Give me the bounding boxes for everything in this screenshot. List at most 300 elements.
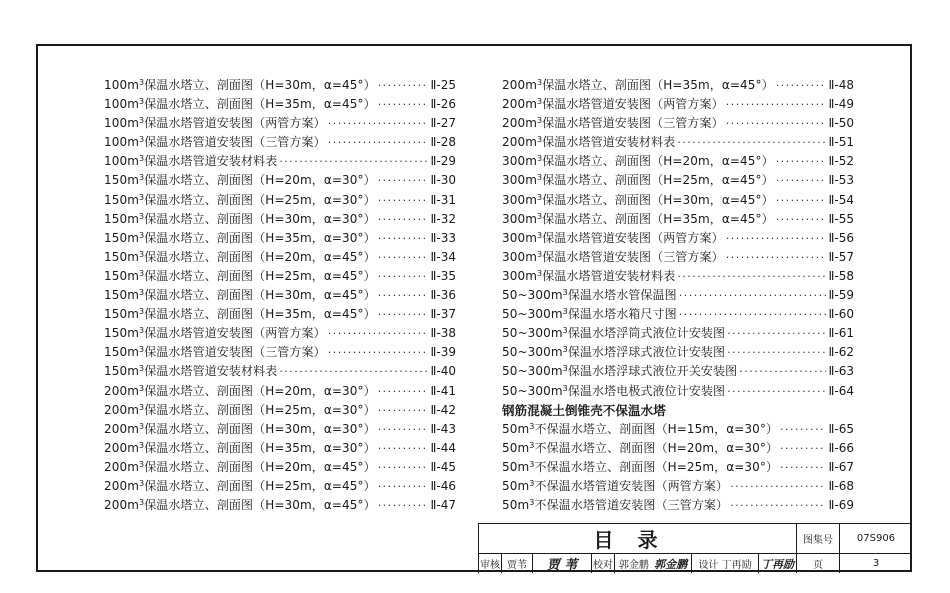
entry-description: 保温水塔管道安装图（三管方案）	[144, 135, 326, 150]
entry-title	[502, 152, 774, 171]
cubic-superscript: 3	[537, 154, 543, 164]
contents-entry	[502, 95, 854, 114]
dot-leader	[730, 477, 826, 496]
dot-leader	[730, 496, 826, 515]
entry-page-number: Ⅱ-64	[828, 383, 854, 398]
cubic-superscript: 3	[537, 268, 543, 278]
entry-title	[104, 458, 376, 477]
dot-leader	[279, 362, 428, 381]
entry-title	[104, 248, 376, 267]
entry-capacity: 200m	[104, 459, 139, 474]
entry-title	[502, 286, 677, 305]
entry-description: 保温水塔管道安装图（两管方案）	[542, 97, 724, 112]
entry-description: 保温水塔立、剖面图（H=35m，α=45°）	[542, 211, 774, 226]
entry-page-number: Ⅱ-52	[828, 154, 854, 169]
entry-title	[502, 477, 728, 496]
entry-page-number: Ⅱ-38	[430, 326, 456, 341]
cubic-superscript: 3	[139, 288, 145, 298]
entry-title	[502, 95, 724, 114]
cubic-superscript: 3	[529, 459, 535, 469]
cubic-superscript: 3	[529, 478, 535, 488]
contents-entry	[502, 362, 854, 381]
checker-cell	[615, 554, 692, 574]
designer-cell	[692, 554, 759, 574]
entry-capacity: 200m	[104, 478, 139, 493]
dot-leader	[677, 267, 826, 286]
dot-leader	[378, 229, 429, 248]
entry-page-number: Ⅱ-49	[828, 97, 854, 112]
entry-title	[104, 171, 376, 190]
entry-title	[104, 76, 376, 95]
dot-leader	[378, 95, 429, 114]
entry-title	[104, 439, 376, 458]
entry-description: 保温水塔管道安装材料表	[144, 154, 278, 169]
entry-page-number: Ⅱ-51	[828, 135, 854, 150]
dot-leader	[727, 382, 826, 401]
title-cell	[479, 524, 797, 554]
dot-leader	[776, 210, 827, 229]
entry-capacity: 200m	[104, 421, 139, 436]
contents-entry	[502, 324, 854, 343]
entry-page-number: Ⅱ-42	[430, 402, 456, 417]
title-block	[478, 523, 912, 572]
cubic-superscript: 3	[139, 498, 145, 508]
entry-description: 保温水塔立、剖面图（H=35m，α=45°）	[144, 307, 376, 322]
contents-entry	[502, 305, 854, 324]
review-label: 审核	[479, 554, 502, 574]
contents-entry	[104, 152, 456, 171]
entry-description: 保温水塔立、剖面图（H=20m，α=45°）	[144, 459, 376, 474]
entry-capacity: 50~300m	[502, 288, 563, 303]
contents-entry	[104, 324, 456, 343]
checker-name: 郭金鹏	[618, 559, 649, 571]
entry-capacity: 100m	[104, 116, 139, 131]
entry-page-number: Ⅱ-53	[828, 173, 854, 188]
check-label: 校对	[592, 554, 615, 574]
dot-leader	[378, 191, 429, 210]
entry-description: 保温水塔立、剖面图（H=30m，α=45°）	[144, 78, 376, 92]
entry-page-number: Ⅱ-33	[430, 230, 456, 245]
entry-capacity: 50m	[502, 459, 530, 474]
entry-page-number: Ⅱ-61	[828, 326, 854, 341]
title-block-table	[478, 524, 912, 573]
entry-page-number: Ⅱ-45	[430, 459, 456, 474]
dot-leader	[328, 343, 429, 362]
entry-description: 保温水塔立、剖面图（H=25m，α=45°）	[144, 478, 376, 493]
entry-page-number: Ⅱ-43	[430, 421, 456, 436]
contents-entry	[104, 171, 456, 190]
dot-leader	[726, 229, 827, 248]
contents-entry	[502, 191, 854, 210]
entry-capacity: 200m	[502, 116, 537, 131]
contents-entry	[104, 191, 456, 210]
contents-right-column	[502, 76, 854, 515]
entry-description: 保温水塔立、剖面图（H=35m，α=45°）	[144, 97, 376, 112]
entry-description: 保温水塔管道安装材料表	[542, 268, 676, 283]
cubic-superscript: 3	[139, 135, 145, 145]
entry-capacity: 50~300m	[502, 345, 563, 360]
dot-leader	[378, 496, 429, 515]
entry-page-number: Ⅱ-62	[828, 345, 854, 360]
entry-description: 保温水塔立、剖面图（H=20m，α=30°）	[144, 173, 376, 188]
entry-page-number: Ⅱ-58	[828, 268, 854, 283]
cubic-superscript: 3	[139, 211, 145, 221]
contents-entry	[104, 286, 456, 305]
entry-capacity: 150m	[104, 211, 139, 226]
entry-capacity: 50m	[502, 440, 530, 455]
entry-description: 保温水塔管道安装图（三管方案）	[144, 345, 326, 360]
entry-page-number: Ⅱ-48	[828, 78, 854, 92]
entry-description: 保温水塔立、剖面图（H=20m，α=30°）	[144, 383, 376, 398]
contents-entry	[104, 343, 456, 362]
cubic-superscript: 3	[537, 173, 543, 183]
atlas-no-label: 图集号	[797, 524, 840, 554]
entry-page-number: Ⅱ-67	[828, 459, 854, 474]
entry-page-number: Ⅱ-44	[430, 440, 456, 455]
entry-description: 保温水塔管道安装图（三管方案）	[542, 116, 724, 131]
entry-title	[104, 401, 376, 420]
contents-entry	[104, 210, 456, 229]
dot-leader	[378, 382, 429, 401]
dot-leader	[727, 324, 826, 343]
entry-capacity: 50m	[502, 478, 530, 493]
entry-capacity: 100m	[104, 135, 139, 150]
entry-capacity: 200m	[104, 402, 139, 417]
entry-title	[502, 305, 677, 324]
dot-leader	[776, 191, 827, 210]
dot-leader	[378, 171, 429, 190]
contents-entry	[104, 477, 456, 496]
entry-capacity: 300m	[502, 211, 537, 226]
entry-title	[104, 210, 376, 229]
entry-capacity: 50~300m	[502, 326, 563, 341]
entry-title	[104, 362, 277, 381]
contents-entry	[502, 171, 854, 190]
entry-page-number: Ⅱ-46	[430, 478, 456, 493]
dot-leader	[679, 286, 827, 305]
contents-entry	[104, 362, 456, 381]
entry-page-number: Ⅱ-31	[430, 192, 456, 207]
dot-leader	[378, 267, 429, 286]
contents-entry	[502, 382, 854, 401]
entry-title	[104, 229, 376, 248]
contents-entry	[502, 286, 854, 305]
entry-description: 不保温水塔立、剖面图（H=15m，α=30°）	[534, 421, 779, 436]
entry-page-number: Ⅱ-54	[828, 192, 854, 207]
atlas-no: 07S906	[840, 524, 913, 554]
cubic-superscript: 3	[562, 364, 568, 374]
entry-page-number: Ⅱ-28	[430, 135, 456, 150]
entry-title	[104, 133, 326, 152]
cubic-superscript: 3	[537, 97, 543, 107]
cubic-superscript: 3	[537, 211, 543, 221]
contents-entry	[502, 76, 854, 95]
entry-description: 保温水塔立、剖面图（H=30m，α=45°）	[144, 288, 376, 303]
cubic-superscript: 3	[562, 288, 568, 298]
entry-capacity: 150m	[104, 364, 139, 379]
dot-leader	[780, 458, 826, 477]
cubic-superscript: 3	[139, 78, 145, 87]
contents-entry	[104, 95, 456, 114]
entry-title	[502, 439, 778, 458]
dot-leader	[328, 324, 429, 343]
entry-title	[104, 324, 326, 343]
contents-entry	[104, 248, 456, 267]
contents-entry	[104, 382, 456, 401]
contents-entry	[104, 229, 456, 248]
contents-entry	[502, 114, 854, 133]
entry-title	[502, 76, 774, 95]
cubic-superscript: 3	[537, 78, 543, 87]
entry-page-number: Ⅱ-50	[828, 116, 854, 131]
contents-entry	[502, 420, 854, 439]
entry-description: 保温水塔立、剖面图（H=30m，α=45°）	[542, 192, 774, 207]
cubic-superscript: 3	[139, 326, 145, 336]
contents-entry	[502, 152, 854, 171]
entry-page-number: Ⅱ-40	[430, 364, 456, 379]
entry-capacity: 150m	[104, 288, 139, 303]
dot-leader	[726, 95, 827, 114]
entry-page-number: Ⅱ-60	[828, 307, 854, 322]
contents-entry	[104, 305, 456, 324]
designer-name: 丁再励	[721, 560, 752, 571]
cubic-superscript: 3	[139, 230, 145, 240]
entry-title	[104, 286, 376, 305]
dot-leader	[378, 305, 429, 324]
contents-entry	[502, 210, 854, 229]
entry-capacity: 50m	[502, 421, 530, 436]
contents-entry	[502, 133, 854, 152]
entry-description: 保温水塔立、剖面图（H=35m，α=30°）	[144, 230, 376, 245]
entry-capacity: 150m	[104, 326, 139, 341]
checker-signature: 郭金鹏	[654, 557, 688, 571]
contents-left-column	[104, 76, 456, 515]
dot-leader	[378, 458, 429, 477]
dot-leader	[776, 171, 827, 190]
entry-capacity: 150m	[104, 192, 139, 207]
contents-entry	[104, 267, 456, 286]
dot-leader	[739, 362, 826, 381]
cubic-superscript: 3	[529, 440, 535, 450]
cubic-superscript: 3	[139, 345, 145, 355]
entry-page-number: Ⅱ-37	[430, 307, 456, 322]
cubic-superscript: 3	[537, 249, 543, 259]
entry-capacity: 300m	[502, 192, 537, 207]
entry-title	[502, 458, 778, 477]
entry-description: 保温水塔水管保温图	[567, 288, 677, 303]
entry-description: 保温水塔立、剖面图（H=25m，α=45°）	[542, 173, 774, 188]
entry-description: 保温水塔立、剖面图（H=20m，α=45°）	[144, 249, 376, 264]
entry-capacity: 200m	[104, 383, 139, 398]
entry-page-number: Ⅱ-59	[828, 288, 854, 303]
contents-entry	[502, 248, 854, 267]
contents-entry	[502, 229, 854, 248]
entry-capacity: 150m	[104, 268, 139, 283]
entry-description: 保温水塔管道安装材料表	[144, 364, 278, 379]
entry-description: 保温水塔水箱尺寸图	[567, 307, 677, 322]
entry-title	[502, 496, 728, 515]
contents-entry	[502, 439, 854, 458]
cubic-superscript: 3	[139, 116, 145, 126]
entry-description: 保温水塔立、剖面图（H=25m，α=30°）	[144, 402, 376, 417]
entry-description: 保温水塔管道安装材料表	[542, 135, 676, 150]
entry-page-number: Ⅱ-29	[430, 154, 456, 169]
entry-title	[502, 267, 675, 286]
contents-entry	[104, 420, 456, 439]
cubic-superscript: 3	[139, 192, 145, 202]
entry-capacity: 50~300m	[502, 307, 563, 322]
entry-capacity: 300m	[502, 268, 537, 283]
entry-title	[502, 191, 774, 210]
entry-description: 保温水塔立、剖面图（H=30m，α=45°）	[144, 498, 376, 513]
entry-page-number: Ⅱ-39	[430, 345, 456, 360]
entry-page-number: Ⅱ-55	[828, 211, 854, 226]
dot-leader	[780, 439, 826, 458]
entry-page-number: Ⅱ-47	[430, 498, 456, 513]
cubic-superscript: 3	[562, 345, 568, 355]
contents-entry	[502, 458, 854, 477]
entry-title	[502, 324, 725, 343]
entry-description: 保温水塔电极式液位计安装图	[567, 383, 726, 398]
entry-capacity: 100m	[104, 97, 139, 112]
entry-description: 不保温水塔管道安装图（三管方案）	[534, 498, 729, 513]
dot-leader	[677, 133, 826, 152]
cubic-superscript: 3	[537, 116, 543, 126]
entry-capacity: 50~300m	[502, 364, 563, 379]
entry-description: 保温水塔管道安装图（两管方案）	[144, 116, 326, 131]
contents-entry	[502, 477, 854, 496]
entry-page-number: Ⅱ-68	[828, 478, 854, 493]
entry-description: 保温水塔管道安装图（三管方案）	[542, 249, 724, 264]
entry-description: 保温水塔浮球式液位开关安装图	[567, 364, 738, 379]
cubic-superscript: 3	[139, 154, 145, 164]
contents-entry	[502, 267, 854, 286]
cubic-superscript: 3	[562, 307, 568, 317]
entry-description: 保温水塔立、剖面图（H=25m，α=45°）	[144, 268, 376, 283]
cubic-superscript: 3	[537, 230, 543, 240]
entry-page-number: Ⅱ-56	[828, 230, 854, 245]
page-label: 页	[797, 554, 840, 574]
cubic-superscript: 3	[562, 383, 568, 393]
cubic-superscript: 3	[139, 307, 145, 317]
entry-page-number: Ⅱ-41	[430, 383, 456, 398]
entry-capacity: 300m	[502, 230, 537, 245]
page-title: 目录	[593, 528, 682, 552]
entry-page-number: Ⅱ-27	[430, 116, 456, 131]
section-heading-text: 钢筋混凝土倒锥壳不保温水塔	[502, 402, 666, 418]
entry-description: 保温水塔管道安装图（两管方案）	[144, 326, 326, 341]
entry-capacity: 300m	[502, 249, 537, 264]
cubic-superscript: 3	[139, 97, 145, 107]
dot-leader	[328, 133, 429, 152]
contents-entry	[104, 76, 456, 95]
entry-capacity: 200m	[104, 440, 139, 455]
entry-capacity: 200m	[502, 78, 537, 92]
entry-description: 不保温水塔立、剖面图（H=25m，α=30°）	[534, 459, 779, 474]
entry-description: 不保温水塔管道安装图（两管方案）	[534, 478, 729, 493]
cubic-superscript: 3	[139, 478, 145, 488]
entry-title	[104, 267, 376, 286]
entry-page-number: Ⅱ-66	[828, 440, 854, 455]
contents-entry	[104, 458, 456, 477]
entry-page-number: Ⅱ-30	[430, 173, 456, 188]
reviewer-signature: 贾 苇	[533, 554, 592, 574]
cubic-superscript: 3	[139, 383, 145, 393]
entry-title	[104, 152, 277, 171]
dot-leader	[378, 477, 429, 496]
entry-page-number: Ⅱ-25	[430, 78, 456, 92]
dot-leader	[279, 152, 428, 171]
entry-description: 保温水塔立、剖面图（H=30m，α=30°）	[144, 211, 376, 226]
cubic-superscript: 3	[139, 268, 145, 278]
drawing-frame	[36, 44, 912, 572]
entry-page-number: Ⅱ-34	[430, 249, 456, 264]
cubic-superscript: 3	[562, 326, 568, 336]
contents-entry	[104, 439, 456, 458]
entry-capacity: 150m	[104, 173, 139, 188]
entry-capacity: 150m	[104, 345, 139, 360]
entry-page-number: Ⅱ-69	[828, 498, 854, 513]
entry-capacity: 100m	[104, 78, 139, 92]
entry-title	[502, 382, 725, 401]
contents-entry	[104, 496, 456, 515]
dot-leader	[378, 76, 429, 95]
entry-title	[502, 114, 724, 133]
contents-section-heading	[502, 401, 854, 420]
reviewer-name: 贾苇	[502, 554, 533, 574]
entry-page-number: Ⅱ-26	[430, 97, 456, 112]
cubic-superscript: 3	[139, 249, 145, 259]
entry-title	[502, 248, 724, 267]
entry-title	[502, 229, 724, 248]
entry-title	[104, 343, 326, 362]
dot-leader	[378, 286, 429, 305]
entry-title	[502, 171, 774, 190]
dot-leader	[726, 248, 827, 267]
entry-title	[104, 420, 376, 439]
cubic-superscript: 3	[139, 421, 145, 431]
entry-title	[502, 362, 737, 381]
dot-leader	[378, 420, 429, 439]
entry-description: 保温水塔立、剖面图（H=20m，α=45°）	[542, 154, 774, 169]
contents-entry	[104, 401, 456, 420]
entry-capacity: 200m	[104, 498, 139, 513]
entry-title	[502, 210, 774, 229]
contents-entry	[502, 496, 854, 515]
cubic-superscript: 3	[537, 135, 543, 145]
entry-page-number: Ⅱ-32	[430, 211, 456, 226]
entry-capacity: 200m	[502, 97, 537, 112]
entry-title	[104, 305, 376, 324]
dot-leader	[727, 343, 826, 362]
dot-leader	[378, 210, 429, 229]
cubic-superscript: 3	[529, 498, 535, 508]
entry-description: 保温水塔管道安装图（两管方案）	[542, 230, 724, 245]
entry-page-number: Ⅱ-36	[430, 288, 456, 303]
dot-leader	[378, 248, 429, 267]
entry-title	[104, 477, 376, 496]
entry-description: 保温水塔立、剖面图（H=35m，α=45°）	[542, 78, 774, 92]
entry-capacity: 150m	[104, 249, 139, 264]
entry-capacity: 300m	[502, 154, 537, 169]
entry-title	[104, 496, 376, 515]
entry-capacity: 150m	[104, 230, 139, 245]
dot-leader	[679, 305, 827, 324]
entry-capacity: 150m	[104, 307, 139, 322]
entry-title	[502, 343, 725, 362]
entry-page-number: Ⅱ-63	[828, 364, 854, 379]
entry-page-number: Ⅱ-65	[828, 421, 854, 436]
